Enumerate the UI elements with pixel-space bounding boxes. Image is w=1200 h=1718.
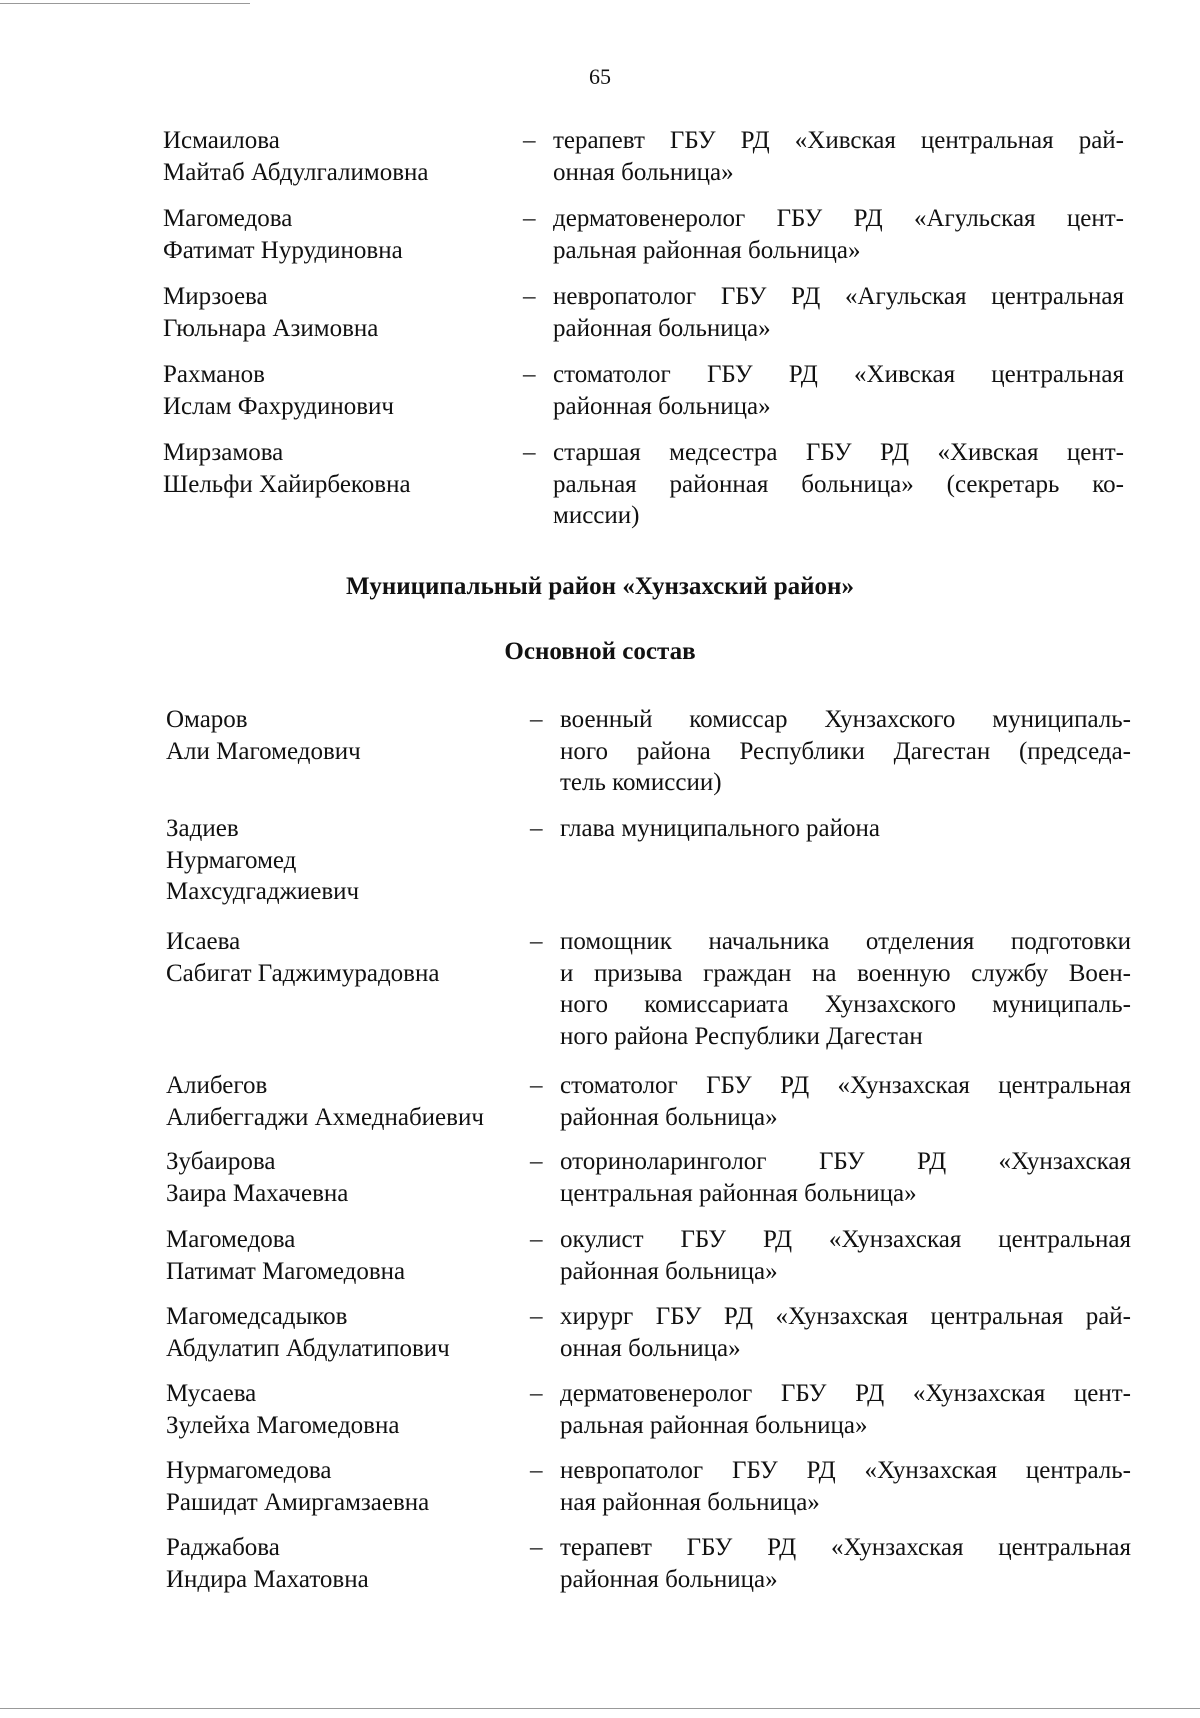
- member-role: [553, 125, 1124, 188]
- member-entry: [166, 1301, 1200, 1364]
- member-entry: [163, 281, 1200, 344]
- member-name: Мусаева Зулейха Магомедовна: [166, 1380, 400, 1439]
- role-line: ного комиссариата Хунзахского муниципаль-: [560, 991, 1131, 1018]
- scan-edge-top: [0, 3, 250, 4]
- role-line: дерматовенеролог ГБУ РД «Агульская цент-: [553, 205, 1124, 232]
- member-role: [560, 813, 1131, 908]
- member-entry: [163, 125, 1200, 188]
- scan-edge-bottom: [0, 1708, 1200, 1709]
- role-line: стоматолог ГБУ РД «Хивская центральная: [553, 361, 1124, 388]
- role-line: онная больница»: [553, 158, 734, 186]
- role-line: районная больница»: [560, 1103, 778, 1131]
- member-role: [560, 1301, 1131, 1364]
- member-name: Нурмагомедова Рашидат Амиргамзаевна: [166, 1457, 430, 1516]
- role-line: и призыва граждан на военную службу Воен-: [560, 959, 1131, 987]
- member-entry: [163, 359, 1200, 422]
- member-role: [560, 926, 1131, 1052]
- role-line: невропатолог ГБУ РД «Агульская центральная: [553, 283, 1124, 310]
- member-name: Мирзамова Шельфи Хайирбековна: [163, 439, 411, 498]
- member-name: Зубаирова Заира Махачевна: [166, 1148, 349, 1207]
- role-line: районная больница»: [553, 392, 771, 420]
- member-name: Омаров Али Магомедович: [166, 706, 361, 765]
- member-entry: [166, 1224, 1200, 1287]
- role-line: ная районная больница»: [560, 1488, 820, 1516]
- role-line: тель комиссии): [560, 769, 722, 796]
- dash-separator: –: [530, 1380, 543, 1407]
- role-line: дерматовенеролог ГБУ РД «Хунзахская цент-: [560, 1380, 1131, 1407]
- role-line: районная больница»: [553, 314, 771, 342]
- member-role: [560, 1070, 1131, 1133]
- member-name: Задиев Нурмагомед Махсудгаджиевич: [166, 815, 360, 905]
- member-entry: [166, 1070, 1200, 1133]
- role-line: ральная районная больница»: [560, 1411, 868, 1439]
- member-entry: [166, 926, 1200, 1052]
- dash-separator: –: [530, 1534, 543, 1561]
- dash-separator: –: [530, 1457, 543, 1484]
- role-line: центральная районная больница»: [560, 1179, 917, 1207]
- page-number: 65: [589, 64, 611, 89]
- member-name: Раджабова Индира Махатовна: [166, 1534, 369, 1593]
- member-name: Исмаилова Майтаб Абдулгалимовна: [163, 127, 429, 186]
- dash-separator: –: [523, 127, 536, 154]
- dash-separator: –: [530, 815, 543, 842]
- dash-separator: –: [523, 283, 536, 310]
- member-role: [560, 1224, 1131, 1287]
- member-entry: [163, 437, 1200, 532]
- dash-separator: –: [523, 361, 536, 388]
- role-line: стоматолог ГБУ РД «Хунзахская центральная: [560, 1072, 1131, 1099]
- role-line: глава муниципального района: [560, 815, 880, 842]
- role-line: военный комиссар Хунзахского муниципаль-: [560, 706, 1131, 733]
- role-line: миссии): [553, 502, 640, 529]
- member-name: Магомедова Патимат Магомедовна: [166, 1226, 406, 1285]
- role-line: терапевт ГБУ РД «Хивская центральная рай-: [553, 127, 1124, 154]
- section-heading: Муниципальный район «Хунзахский район»: [346, 573, 854, 600]
- member-role: [560, 704, 1131, 799]
- dash-separator: –: [530, 1303, 543, 1330]
- member-name: Магомедова Фатимат Нурудиновна: [163, 205, 403, 264]
- member-entry: [166, 1455, 1200, 1518]
- dash-separator: –: [523, 439, 536, 466]
- dash-separator: –: [530, 1226, 543, 1253]
- role-line: районная больница»: [560, 1565, 778, 1593]
- member-role: [553, 359, 1124, 422]
- member-entry: [166, 1532, 1200, 1595]
- dash-separator: –: [530, 928, 543, 955]
- role-line: районная больница»: [560, 1257, 778, 1285]
- member-entry: [166, 704, 1200, 799]
- role-line: помощник начальника отделения подготовки: [560, 928, 1131, 955]
- role-line: ральная районная больница»: [553, 236, 861, 264]
- dash-separator: –: [530, 1148, 543, 1175]
- role-line: невропатолог ГБУ РД «Хунзахская централь-: [560, 1457, 1131, 1484]
- role-line: ного района Республики Дагестан (председа-: [560, 737, 1131, 765]
- member-entry: [166, 1146, 1200, 1209]
- member-name: Магомедсадыков Абдулатип Абдулатипович: [166, 1303, 450, 1362]
- role-line: старшая медсестра ГБУ РД «Хивская цент-: [553, 439, 1124, 466]
- member-role: [560, 1455, 1131, 1518]
- role-line: хирург ГБУ РД «Хунзахская центральная рай-: [560, 1303, 1131, 1330]
- member-role: [553, 281, 1124, 344]
- dash-separator: –: [530, 1072, 543, 1099]
- member-role: [560, 1146, 1131, 1209]
- dash-separator: –: [523, 205, 536, 232]
- role-line: окулист ГБУ РД «Хунзахская центральная: [560, 1226, 1131, 1253]
- member-name: Мирзоева Гюльнара Азимовна: [163, 283, 379, 342]
- member-name: Рахманов Ислам Фахрудинович: [163, 361, 394, 420]
- member-role: [560, 1378, 1131, 1441]
- role-line: оториноларинголог ГБУ РД «Хунзахская: [560, 1148, 1131, 1175]
- member-name: Исаева Сабигат Гаджимурадовна: [166, 928, 440, 987]
- member-role: [553, 203, 1124, 266]
- role-line: терапевт ГБУ РД «Хунзахская центральная: [560, 1534, 1131, 1561]
- member-entry: [163, 203, 1200, 266]
- role-line: ного района Республики Дагестан: [560, 1022, 923, 1050]
- subsection-heading: Основной состав: [504, 638, 696, 665]
- role-line: ральная районная больница» (секретарь ко-: [553, 470, 1124, 498]
- member-name: Алибегов Алибеггаджи Ахмеднабиевич: [166, 1072, 484, 1131]
- member-entry: [166, 813, 1200, 908]
- member-entry: [166, 1378, 1200, 1441]
- member-role: [553, 437, 1124, 532]
- role-line: онная больница»: [560, 1334, 741, 1362]
- dash-separator: –: [530, 706, 543, 733]
- member-role: [560, 1532, 1131, 1595]
